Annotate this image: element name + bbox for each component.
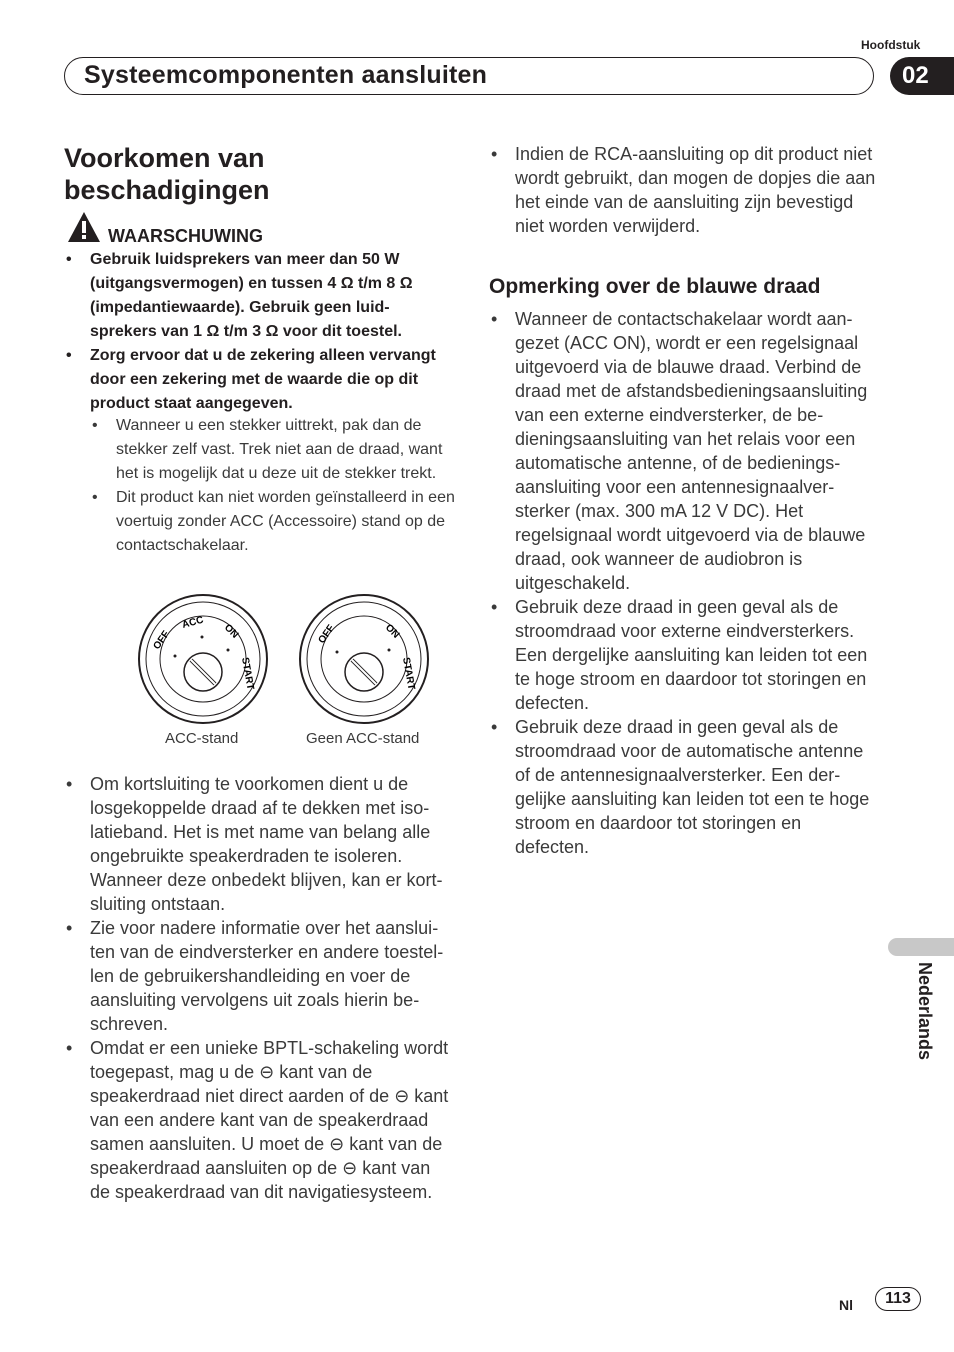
ignition-switch-acc-figure <box>136 592 270 726</box>
list-item: • Wanneer u een stekker uittrekt, pak dan de stekker zelf vast. Trek niet aan de draad, want het is mogelijk dat u deze uit de stekker trekt. <box>116 414 456 486</box>
ignition-switch-no-acc-figure <box>297 592 431 726</box>
list-item: • Indien de RCA-aansluiting op dit product niet wordt gebruikt, dan mogen de dopjes die aan het einde van de aansluiting zijn bevestigd niet worden verwijderd. <box>515 142 877 238</box>
list-item: • Om kortsluiting te voorkomen dient u de losgekoppelde draad af te dekken met isolatieband. Het is met name van belang alle ongebruikte speakerdraden te isoleren. Wanneer deze onbedekt blijven, kan er kortsluiting ontstaan. <box>90 772 452 916</box>
list-item: • Zorg ervoor dat u de zekering alleen vervangt door een zekering met de waarde die op dit product staat aangegeven. <box>90 344 450 416</box>
list-item: • Omdat er een unieke BPTL-schakeling wordt toegepast, mag u de ⊖ kant van de speakerdraad niet direct aarden of de ⊖ kant van een andere kant van de speakerdraad samen aansluiten. U moet de ⊖ kant van de speakerdraad aansluiten op de ⊖ kant van de speakerdraad van dit navigatiesysteem. <box>90 1036 452 1204</box>
chapter-number-tab: 02 <box>890 57 954 95</box>
switch-label-acc: ACC <box>180 614 205 631</box>
left-bullet-list <box>90 772 452 1204</box>
language-code: Nl <box>839 1297 853 1313</box>
section-title: Voorkomen van beschadigingen <box>64 143 270 205</box>
subsection-title: Opmerking over de blauwe draad <box>489 275 821 298</box>
list-item: • Gebruik deze draad in geen geval als de stroomdraad voor externe eindversterkers. Een dergelijke aansluiting kan leiden tot een te hoge stroom en daardoor tot storingen en defecten. <box>515 595 877 715</box>
figure-caption-acc: ACC-stand <box>165 730 239 747</box>
list-item: • Gebruik deze draad in geen geval als de stroomdraad voor de automatische antenne of de antennesignaalversterker. Een dergelijke aansluiting kan leiden tot een te hoge stroom en daardoor tot storingen en defecten. <box>515 715 877 859</box>
list-item: • Wanneer de contactschakelaar wordt aangezet (ACC ON), wordt er een regelsignaal uitgevoerd via de blauwe draad. Verbind de draad met de afstandsbedieningsaansluiting van een externe eindversterker, de bedieningsaansluiting van het relais voor een automatische antenne, of de bedieningsaansluiting voor een antennesignaalversterker (max. 300 mA 12 V DC). Het regelsignaal wordt uitgevoerd via de blauwe draad, ook wanneer de audiobron is uitgeschakeld. <box>515 307 877 595</box>
page-header-title: Systeemcomponenten aansluiten <box>84 61 488 89</box>
switch-label-off: OFF <box>151 629 172 652</box>
page-number: 113 <box>875 1287 921 1311</box>
switch-label-off: OFF <box>316 623 337 646</box>
right-bullet-list <box>515 307 877 859</box>
language-label: Nederlands <box>915 962 935 1061</box>
language-tab <box>888 938 954 956</box>
list-item: • Dit product kan niet worden geïnstalleerd in een voertuig zonder ACC (Accessoire) stand op de contactschakelaar. <box>116 486 456 558</box>
list-item: • Zie voor nadere informatie over het aansluiten van de eindversterker en andere toestellen de gebruikershandleiding en voer de aansluiting vervolgens uit zoals hierin beschreven. <box>90 916 452 1036</box>
figure-caption-no-acc: Geen ACC-stand <box>306 730 420 747</box>
right-top-bullet-list <box>515 142 877 238</box>
warning-triangle-icon <box>66 210 102 244</box>
switch-label-start: START <box>400 656 417 691</box>
warning-list <box>90 248 450 416</box>
warning-sub-list <box>116 414 456 558</box>
warning-label: WAARSCHUWING <box>108 226 263 246</box>
switch-label-on: ON <box>382 622 402 641</box>
switch-label-on: ON <box>221 622 241 641</box>
chapter-label: Hoofdstuk <box>861 38 921 52</box>
list-item: • Gebruik luidsprekers van meer dan 50 W (uitgangsvermogen) en tussen 4 Ω t/m 8 Ω (impedantiewaarde). Gebruik geen luidsprekers van 1 Ω t/m 3 Ω voor dit toestel. <box>90 248 450 344</box>
switch-label-start: START <box>239 656 256 691</box>
